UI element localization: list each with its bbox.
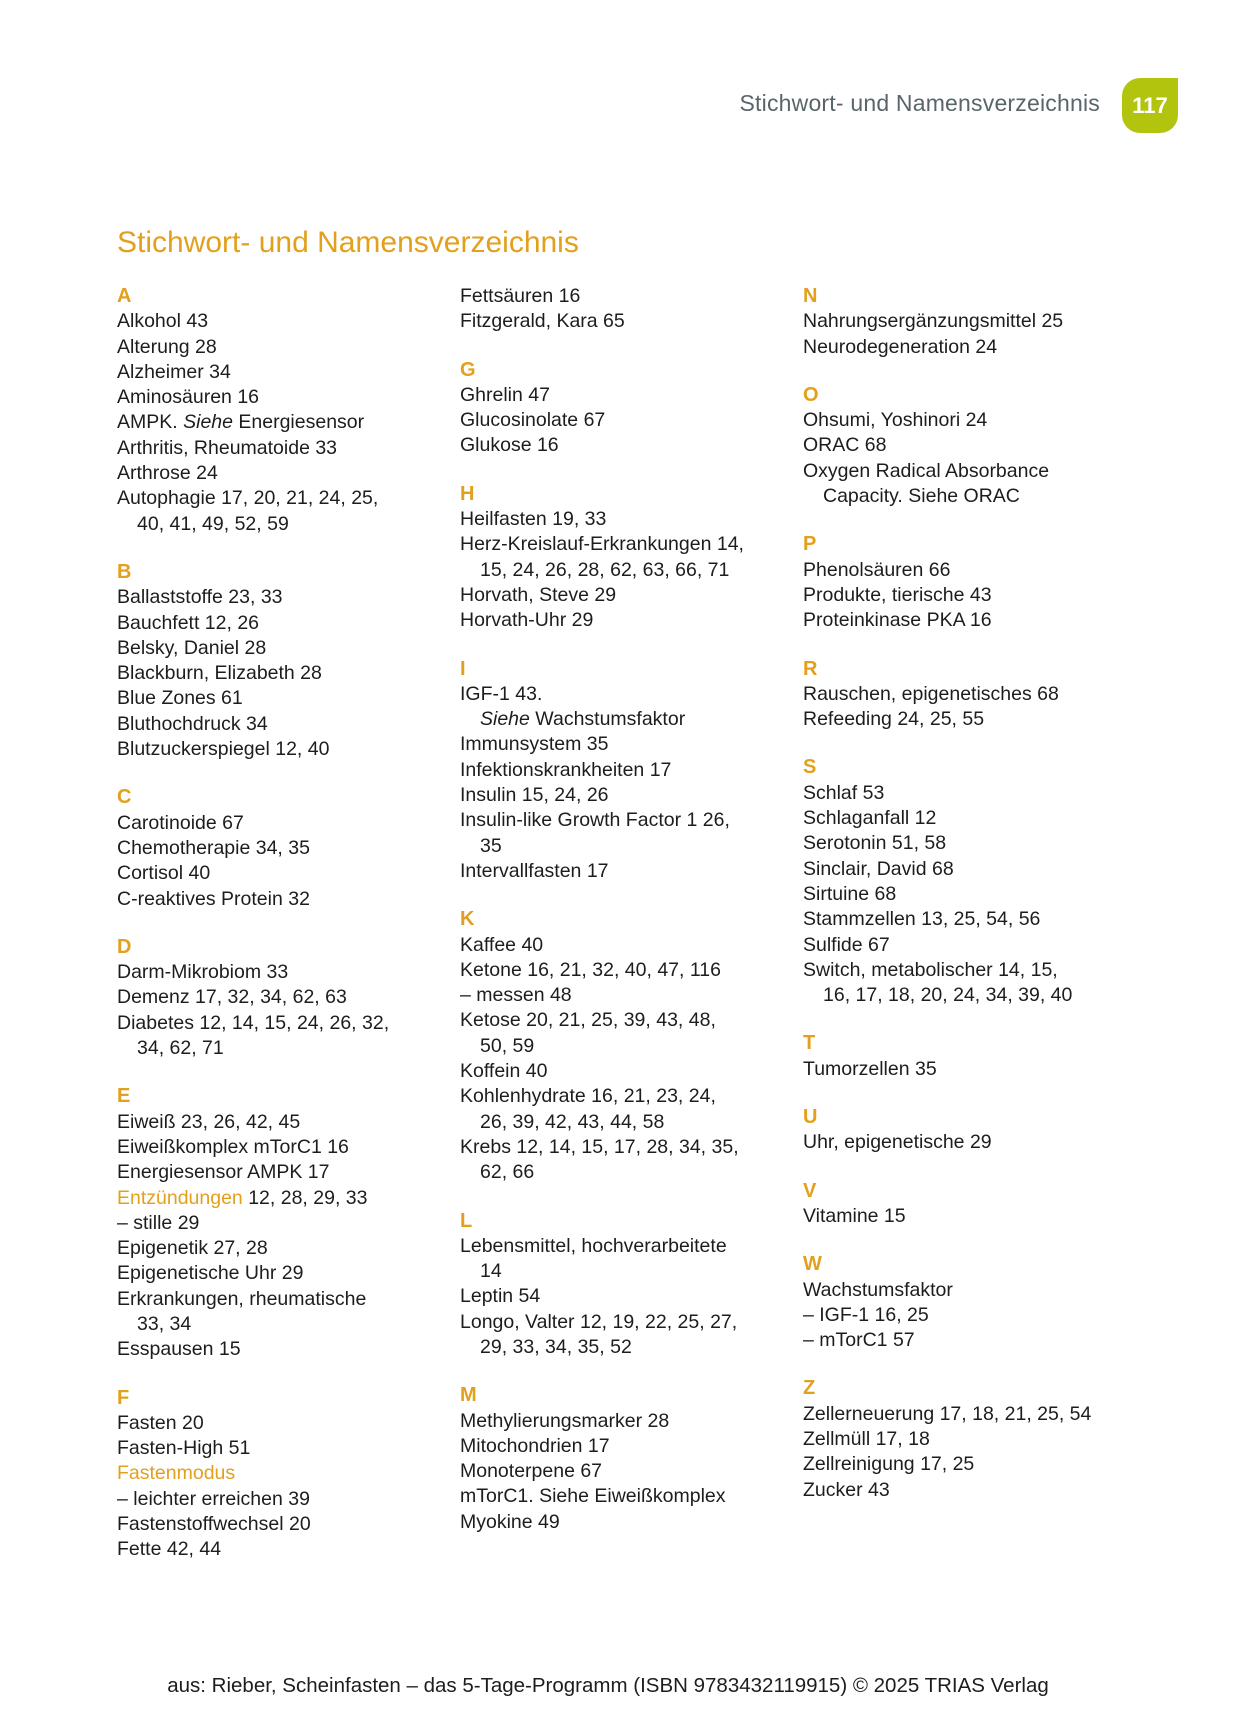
entry-text: 62, 66 bbox=[480, 1161, 535, 1184]
entry-text: Fasten 20 bbox=[117, 1411, 204, 1434]
entry-text: Nahrungsergänzungsmittel 25 bbox=[803, 310, 1064, 333]
index-group bbox=[117, 935, 447, 1061]
index-group bbox=[460, 657, 790, 885]
index-entry bbox=[803, 1057, 1133, 1082]
entry-text: 12, 28, 29, 33 bbox=[242, 1186, 368, 1209]
index-entry bbox=[803, 558, 1133, 583]
entry-text: – messen 48 bbox=[460, 984, 572, 1007]
index-entry bbox=[460, 608, 790, 633]
entry-text: Alkohol 43 bbox=[117, 310, 209, 333]
entry-text: 50, 59 bbox=[480, 1034, 535, 1057]
entry-text: Schlaganfall 12 bbox=[803, 807, 937, 830]
index-entry bbox=[460, 284, 790, 309]
index-entry bbox=[803, 1478, 1133, 1503]
index-entry bbox=[117, 335, 447, 360]
section-letter: Z bbox=[803, 1377, 816, 1400]
index-entry bbox=[117, 585, 447, 610]
entry-text: mTorC1. Siehe Eiweißkomplex bbox=[460, 1485, 726, 1508]
index-entry bbox=[117, 1186, 447, 1211]
entry-text: Diabetes 12, 14, 15, 24, 26, 32, bbox=[117, 1011, 390, 1034]
index-group bbox=[803, 657, 1133, 733]
entry-text: Switch, metabolischer 14, 15, bbox=[803, 958, 1058, 981]
index-entry bbox=[803, 682, 1133, 707]
entry-text: Rauschen, epigenetisches 68 bbox=[803, 682, 1059, 705]
index-entry bbox=[117, 309, 447, 334]
entry-text: Proteinkinase PKA 16 bbox=[803, 609, 992, 632]
index-column-3 bbox=[803, 284, 1133, 1503]
index-entry bbox=[117, 461, 447, 486]
entry-text: Zucker 43 bbox=[803, 1478, 890, 1501]
index-entry bbox=[117, 360, 447, 385]
index-entry bbox=[117, 1110, 447, 1135]
entry-text: Bluthochdruck 34 bbox=[117, 712, 268, 735]
index-entry bbox=[460, 558, 790, 583]
index-entry bbox=[803, 806, 1133, 831]
entry-text: Kohlenhydrate 16, 21, 23, 24, bbox=[460, 1085, 716, 1108]
index-entry bbox=[460, 408, 790, 433]
index-entry bbox=[803, 1204, 1133, 1229]
index-entry bbox=[117, 1036, 447, 1061]
entry-text: Energiesensor bbox=[232, 411, 365, 434]
index-entry bbox=[117, 887, 447, 912]
entry-text: Autophagie 17, 20, 21, 24, 25, bbox=[117, 487, 379, 510]
index-entry bbox=[803, 1427, 1133, 1452]
entry-text: Sulfide 67 bbox=[803, 933, 890, 956]
index-entry bbox=[117, 1011, 447, 1036]
entry-text: Myokine 49 bbox=[460, 1510, 560, 1533]
index-group bbox=[460, 482, 790, 634]
entry-text: Alzheimer 34 bbox=[117, 360, 231, 383]
index-entry bbox=[460, 1259, 790, 1284]
index-group bbox=[460, 358, 790, 459]
index-entry bbox=[803, 983, 1133, 1008]
entry-text: Tumorzellen 35 bbox=[803, 1057, 937, 1080]
entry-text: Alterung 28 bbox=[117, 335, 217, 358]
index-group bbox=[117, 1084, 447, 1362]
entry-text: Longo, Valter 12, 19, 22, 25, 27, bbox=[460, 1310, 738, 1333]
section-letter: D bbox=[117, 935, 132, 958]
index-entry bbox=[117, 385, 447, 410]
index-group bbox=[803, 532, 1133, 633]
entry-text: Zellerneuerung 17, 18, 21, 25, 54 bbox=[803, 1402, 1092, 1425]
section-letter: L bbox=[460, 1209, 473, 1232]
index-entry bbox=[460, 1059, 790, 1084]
index-entry bbox=[117, 1135, 447, 1160]
entry-text: Infektionskrankheiten 17 bbox=[460, 758, 672, 781]
entry-text: Mitochondrien 17 bbox=[460, 1434, 610, 1457]
index-entry bbox=[803, 1278, 1133, 1303]
entry-text: Glukose 16 bbox=[460, 434, 559, 457]
index-entry bbox=[460, 507, 790, 532]
index-entry bbox=[460, 1409, 790, 1434]
index-entry bbox=[460, 1135, 790, 1160]
index-entry bbox=[803, 408, 1133, 433]
index-entry bbox=[460, 732, 790, 757]
section-letter: K bbox=[460, 908, 475, 931]
index-entry bbox=[117, 1512, 447, 1537]
index-entry bbox=[803, 1402, 1133, 1427]
entry-text: 14 bbox=[480, 1260, 502, 1283]
section-letter: B bbox=[117, 560, 132, 583]
entry-text: Carotinoide 67 bbox=[117, 811, 244, 834]
entry-text: – mTorC1 57 bbox=[803, 1329, 915, 1352]
index-group bbox=[803, 755, 1133, 1008]
entry-text: Immunsystem 35 bbox=[460, 733, 609, 756]
entry-text: Phenolsäuren 66 bbox=[803, 558, 951, 581]
index-entry bbox=[460, 682, 790, 707]
entry-text: Glucosinolate 67 bbox=[460, 409, 606, 432]
entry-text: IGF-1 43. bbox=[460, 682, 543, 705]
section-letter: O bbox=[803, 383, 819, 406]
index-entry bbox=[460, 1034, 790, 1059]
entry-text: – leichter erreichen 39 bbox=[117, 1487, 310, 1510]
index-entry bbox=[803, 309, 1133, 334]
entry-text: Darm-Mikrobiom 33 bbox=[117, 961, 289, 984]
index-entry bbox=[117, 486, 447, 511]
entry-text: Blutzuckerspiegel 12, 40 bbox=[117, 738, 330, 761]
index-group bbox=[803, 1105, 1133, 1156]
entry-text: Methylierungsmarker 28 bbox=[460, 1409, 670, 1432]
entry-text: Vitamine 15 bbox=[803, 1204, 906, 1227]
entry-text: C-reaktives Protein 32 bbox=[117, 887, 310, 910]
entry-text: Refeeding 24, 25, 55 bbox=[803, 708, 985, 731]
index-entry bbox=[117, 1160, 447, 1185]
entry-text: 40, 41, 49, 52, 59 bbox=[137, 512, 289, 535]
index-group bbox=[460, 1209, 790, 1361]
section-letter: T bbox=[803, 1032, 816, 1055]
index-entry bbox=[803, 707, 1133, 732]
entry-text: Monoterpene 67 bbox=[460, 1460, 603, 1483]
index-column-1 bbox=[117, 284, 447, 1563]
entry-text: Cortisol 40 bbox=[117, 862, 211, 885]
index-entry bbox=[117, 1487, 447, 1512]
index-entry bbox=[117, 1211, 447, 1236]
entry-text: Fette 42, 44 bbox=[117, 1538, 222, 1561]
index-entry bbox=[117, 737, 447, 762]
entry-text: Wachstumsfaktor bbox=[803, 1278, 953, 1301]
section-letter: R bbox=[803, 657, 818, 680]
entry-text: Fasten-High 51 bbox=[117, 1437, 251, 1460]
index-entry bbox=[117, 686, 447, 711]
index-entry bbox=[803, 335, 1133, 360]
entry-text: Ohsumi, Yoshinori 24 bbox=[803, 409, 988, 432]
page-number-badge: 117 bbox=[1122, 78, 1178, 133]
entry-text: Arthrose 24 bbox=[117, 462, 218, 485]
section-letter: S bbox=[803, 756, 817, 779]
entry-text: Erkrankungen, rheumatische bbox=[117, 1287, 367, 1310]
entry-text: Epigenetische Uhr 29 bbox=[117, 1262, 304, 1285]
index-entry bbox=[460, 1310, 790, 1335]
index-entry bbox=[803, 1328, 1133, 1353]
section-letter: A bbox=[117, 285, 132, 307]
index-entry bbox=[460, 958, 790, 983]
index-group bbox=[803, 1252, 1133, 1353]
entry-text: Bauchfett 12, 26 bbox=[117, 611, 260, 634]
entry-text: Blue Zones 61 bbox=[117, 687, 243, 710]
index-group bbox=[117, 785, 447, 911]
index-entry bbox=[803, 583, 1133, 608]
index-entry bbox=[117, 1537, 447, 1562]
entry-text: Fastenstoffwechsel 20 bbox=[117, 1513, 311, 1536]
index-entry bbox=[460, 707, 790, 732]
entry-text: Demenz 17, 32, 34, 62, 63 bbox=[117, 986, 347, 1009]
index-entry bbox=[117, 436, 447, 461]
index-entry bbox=[460, 1110, 790, 1135]
entry-text: Uhr, epigenetische 29 bbox=[803, 1131, 992, 1154]
index-entry bbox=[803, 907, 1133, 932]
entry-text: Leptin 54 bbox=[460, 1285, 541, 1308]
index-entry bbox=[460, 1459, 790, 1484]
entry-text: Chemotherapie 34, 35 bbox=[117, 836, 310, 859]
section-letter: H bbox=[460, 482, 475, 505]
page-title: Stichwort- und Namensverzeichnis bbox=[117, 226, 579, 259]
section-letter: F bbox=[117, 1386, 130, 1409]
index-entry bbox=[117, 512, 447, 537]
index-entry bbox=[460, 383, 790, 408]
index-group bbox=[117, 284, 447, 537]
entry-text: Horvath, Steve 29 bbox=[460, 583, 617, 606]
index-entry bbox=[803, 958, 1133, 983]
entry-text: Sinclair, David 68 bbox=[803, 857, 954, 880]
index-entry bbox=[460, 1510, 790, 1535]
index-entry bbox=[460, 1484, 790, 1509]
index-group bbox=[117, 1386, 447, 1563]
entry-text: – IGF-1 16, 25 bbox=[803, 1303, 929, 1326]
footer-source-note: aus: Rieber, Scheinfasten – das 5-Tage-Programm (ISBN 9783432119915) © 2025 TRIAS Verlag bbox=[167, 1674, 1049, 1697]
index-entry bbox=[803, 608, 1133, 633]
index-entry bbox=[117, 1337, 447, 1362]
index-entry bbox=[803, 1303, 1133, 1328]
index-entry bbox=[117, 636, 447, 661]
index-group bbox=[803, 1031, 1133, 1082]
entry-text: 15, 24, 26, 28, 62, 63, 66, 71 bbox=[480, 558, 730, 581]
entry-text: Belsky, Daniel 28 bbox=[117, 636, 267, 659]
index-entry bbox=[117, 1261, 447, 1286]
entry-text: Fitzgerald, Kara 65 bbox=[460, 310, 625, 333]
index-entry bbox=[460, 758, 790, 783]
index-entry bbox=[803, 882, 1133, 907]
entry-text: AMPK. bbox=[117, 411, 184, 434]
highlighted-term: Entzündungen bbox=[117, 1186, 243, 1209]
entry-text: Capacity. Siehe ORAC bbox=[823, 485, 1020, 508]
entry-text: Krebs 12, 14, 15, 17, 28, 34, 35, bbox=[460, 1135, 739, 1158]
index-entry bbox=[803, 831, 1133, 856]
index-entry bbox=[117, 611, 447, 636]
index-entry bbox=[460, 583, 790, 608]
entry-text: – stille 29 bbox=[117, 1211, 200, 1234]
entry-text: Energiesensor AMPK 17 bbox=[117, 1161, 330, 1184]
index-entry bbox=[117, 861, 447, 886]
entry-text: Lebensmittel, hochverarbeitete bbox=[460, 1234, 727, 1257]
entry-text: Zellreinigung 17, 25 bbox=[803, 1453, 975, 1476]
index-entry bbox=[460, 1160, 790, 1185]
entry-text: 34, 62, 71 bbox=[137, 1037, 224, 1060]
entry-text: Ghrelin 47 bbox=[460, 383, 550, 406]
section-letter: N bbox=[803, 285, 818, 307]
entry-text: 26, 39, 42, 43, 44, 58 bbox=[480, 1110, 665, 1133]
entry-text: Neurodegeneration 24 bbox=[803, 335, 998, 358]
index-entry bbox=[460, 532, 790, 557]
index-group bbox=[803, 284, 1133, 360]
index-group bbox=[460, 284, 790, 335]
index-group bbox=[803, 1179, 1133, 1230]
index-entry bbox=[117, 1287, 447, 1312]
section-letter: P bbox=[803, 533, 817, 556]
index-entry bbox=[460, 309, 790, 334]
index-entry bbox=[460, 1284, 790, 1309]
index-entry bbox=[117, 1461, 447, 1486]
entry-text: Herz-Kreislauf-Erkrankungen 14, bbox=[460, 533, 744, 556]
section-letter: U bbox=[803, 1106, 818, 1129]
section-letter: E bbox=[117, 1085, 131, 1108]
section-letter: M bbox=[460, 1384, 477, 1407]
entry-text: Insulin 15, 24, 26 bbox=[460, 784, 609, 807]
entry-text: Serotonin 51, 58 bbox=[803, 832, 947, 855]
index-entry bbox=[460, 1084, 790, 1109]
index-entry bbox=[117, 960, 447, 985]
index-entry bbox=[460, 933, 790, 958]
index-entry bbox=[803, 857, 1133, 882]
entry-text: Blackburn, Elizabeth 28 bbox=[117, 662, 322, 685]
index-entry bbox=[117, 712, 447, 737]
index-entry bbox=[460, 1008, 790, 1033]
index-group bbox=[460, 1383, 790, 1535]
entry-text: ORAC 68 bbox=[803, 434, 887, 457]
index-column-2 bbox=[460, 284, 790, 1535]
section-letter: V bbox=[803, 1179, 817, 1202]
entry-text: Arthritis, Rheumatoide 33 bbox=[117, 436, 338, 459]
index-entry bbox=[460, 783, 790, 808]
entry-text: Aminosäuren 16 bbox=[117, 386, 260, 409]
index-entry bbox=[117, 836, 447, 861]
entry-text: Oxygen Radical Absorbance bbox=[803, 459, 1050, 482]
index-entry bbox=[803, 933, 1133, 958]
entry-text: Esspausen 15 bbox=[117, 1338, 241, 1361]
index-entry bbox=[117, 1411, 447, 1436]
entry-text: 29, 33, 34, 35, 52 bbox=[480, 1335, 632, 1358]
section-letter: W bbox=[803, 1253, 822, 1276]
index-entry bbox=[460, 1335, 790, 1360]
entry-text: Ketone 16, 21, 32, 40, 47, 116 bbox=[460, 958, 721, 981]
entry-text: Siehe bbox=[480, 708, 530, 731]
index-entry bbox=[117, 1312, 447, 1337]
entry-text: Eiweiß 23, 26, 42, 45 bbox=[117, 1110, 301, 1133]
index-entry bbox=[117, 811, 447, 836]
entry-text: Siehe bbox=[183, 411, 233, 434]
section-letter: C bbox=[117, 786, 132, 809]
entry-text: Insulin-like Growth Factor 1 26, bbox=[460, 809, 730, 832]
entry-text: Fettsäuren 16 bbox=[460, 285, 581, 307]
index-group bbox=[803, 383, 1133, 509]
entry-text: Stammzellen 13, 25, 54, 56 bbox=[803, 908, 1041, 931]
index-group bbox=[803, 1376, 1133, 1502]
entry-text: Intervallfasten 17 bbox=[460, 859, 609, 882]
entry-text: 35 bbox=[480, 834, 502, 857]
index-entry bbox=[460, 1434, 790, 1459]
entry-text: 16, 17, 18, 20, 24, 34, 39, 40 bbox=[823, 984, 1073, 1007]
entry-text: Epigenetik 27, 28 bbox=[117, 1237, 268, 1260]
entry-text: Eiweißkomplex mTorC1 16 bbox=[117, 1135, 349, 1158]
index-entry bbox=[117, 410, 447, 435]
entry-text: Zellmüll 17, 18 bbox=[803, 1427, 930, 1450]
index-entry bbox=[117, 985, 447, 1010]
index-entry bbox=[460, 983, 790, 1008]
index-entry bbox=[460, 834, 790, 859]
entry-text: Koffein 40 bbox=[460, 1060, 548, 1083]
index-entry bbox=[803, 781, 1133, 806]
index-entry bbox=[117, 1236, 447, 1261]
index-group bbox=[117, 560, 447, 762]
entry-text: Sirtuine 68 bbox=[803, 882, 897, 905]
entry-text: Heilfasten 19, 33 bbox=[460, 508, 607, 531]
entry-text: Schlaf 53 bbox=[803, 781, 885, 804]
index-entry bbox=[460, 859, 790, 884]
section-letter: G bbox=[460, 358, 476, 381]
index-entry bbox=[803, 484, 1133, 509]
entry-text: Horvath-Uhr 29 bbox=[460, 609, 594, 632]
entry-text: Ballaststoffe 23, 33 bbox=[117, 586, 283, 609]
section-letter: I bbox=[460, 657, 466, 680]
index-entry bbox=[460, 808, 790, 833]
index-entry bbox=[803, 1130, 1133, 1155]
index-entry bbox=[803, 1452, 1133, 1477]
entry-text: 33, 34 bbox=[137, 1312, 192, 1335]
entry-text: Produkte, tierische 43 bbox=[803, 583, 992, 606]
entry-text: Wachstumsfaktor bbox=[529, 708, 686, 731]
index-entry bbox=[460, 1234, 790, 1259]
entry-text: Ketose 20, 21, 25, 39, 43, 48, bbox=[460, 1009, 716, 1032]
index-entry bbox=[460, 433, 790, 458]
index-entry bbox=[803, 433, 1133, 458]
entry-text: Kaffee 40 bbox=[460, 933, 544, 956]
highlighted-term: Fastenmodus bbox=[117, 1462, 236, 1485]
index-entry bbox=[803, 459, 1133, 484]
index-entry bbox=[117, 1436, 447, 1461]
index-group bbox=[460, 907, 790, 1185]
running-head-title: Stichwort- und Namensverzeichnis bbox=[739, 90, 1100, 116]
index-entry bbox=[117, 661, 447, 686]
